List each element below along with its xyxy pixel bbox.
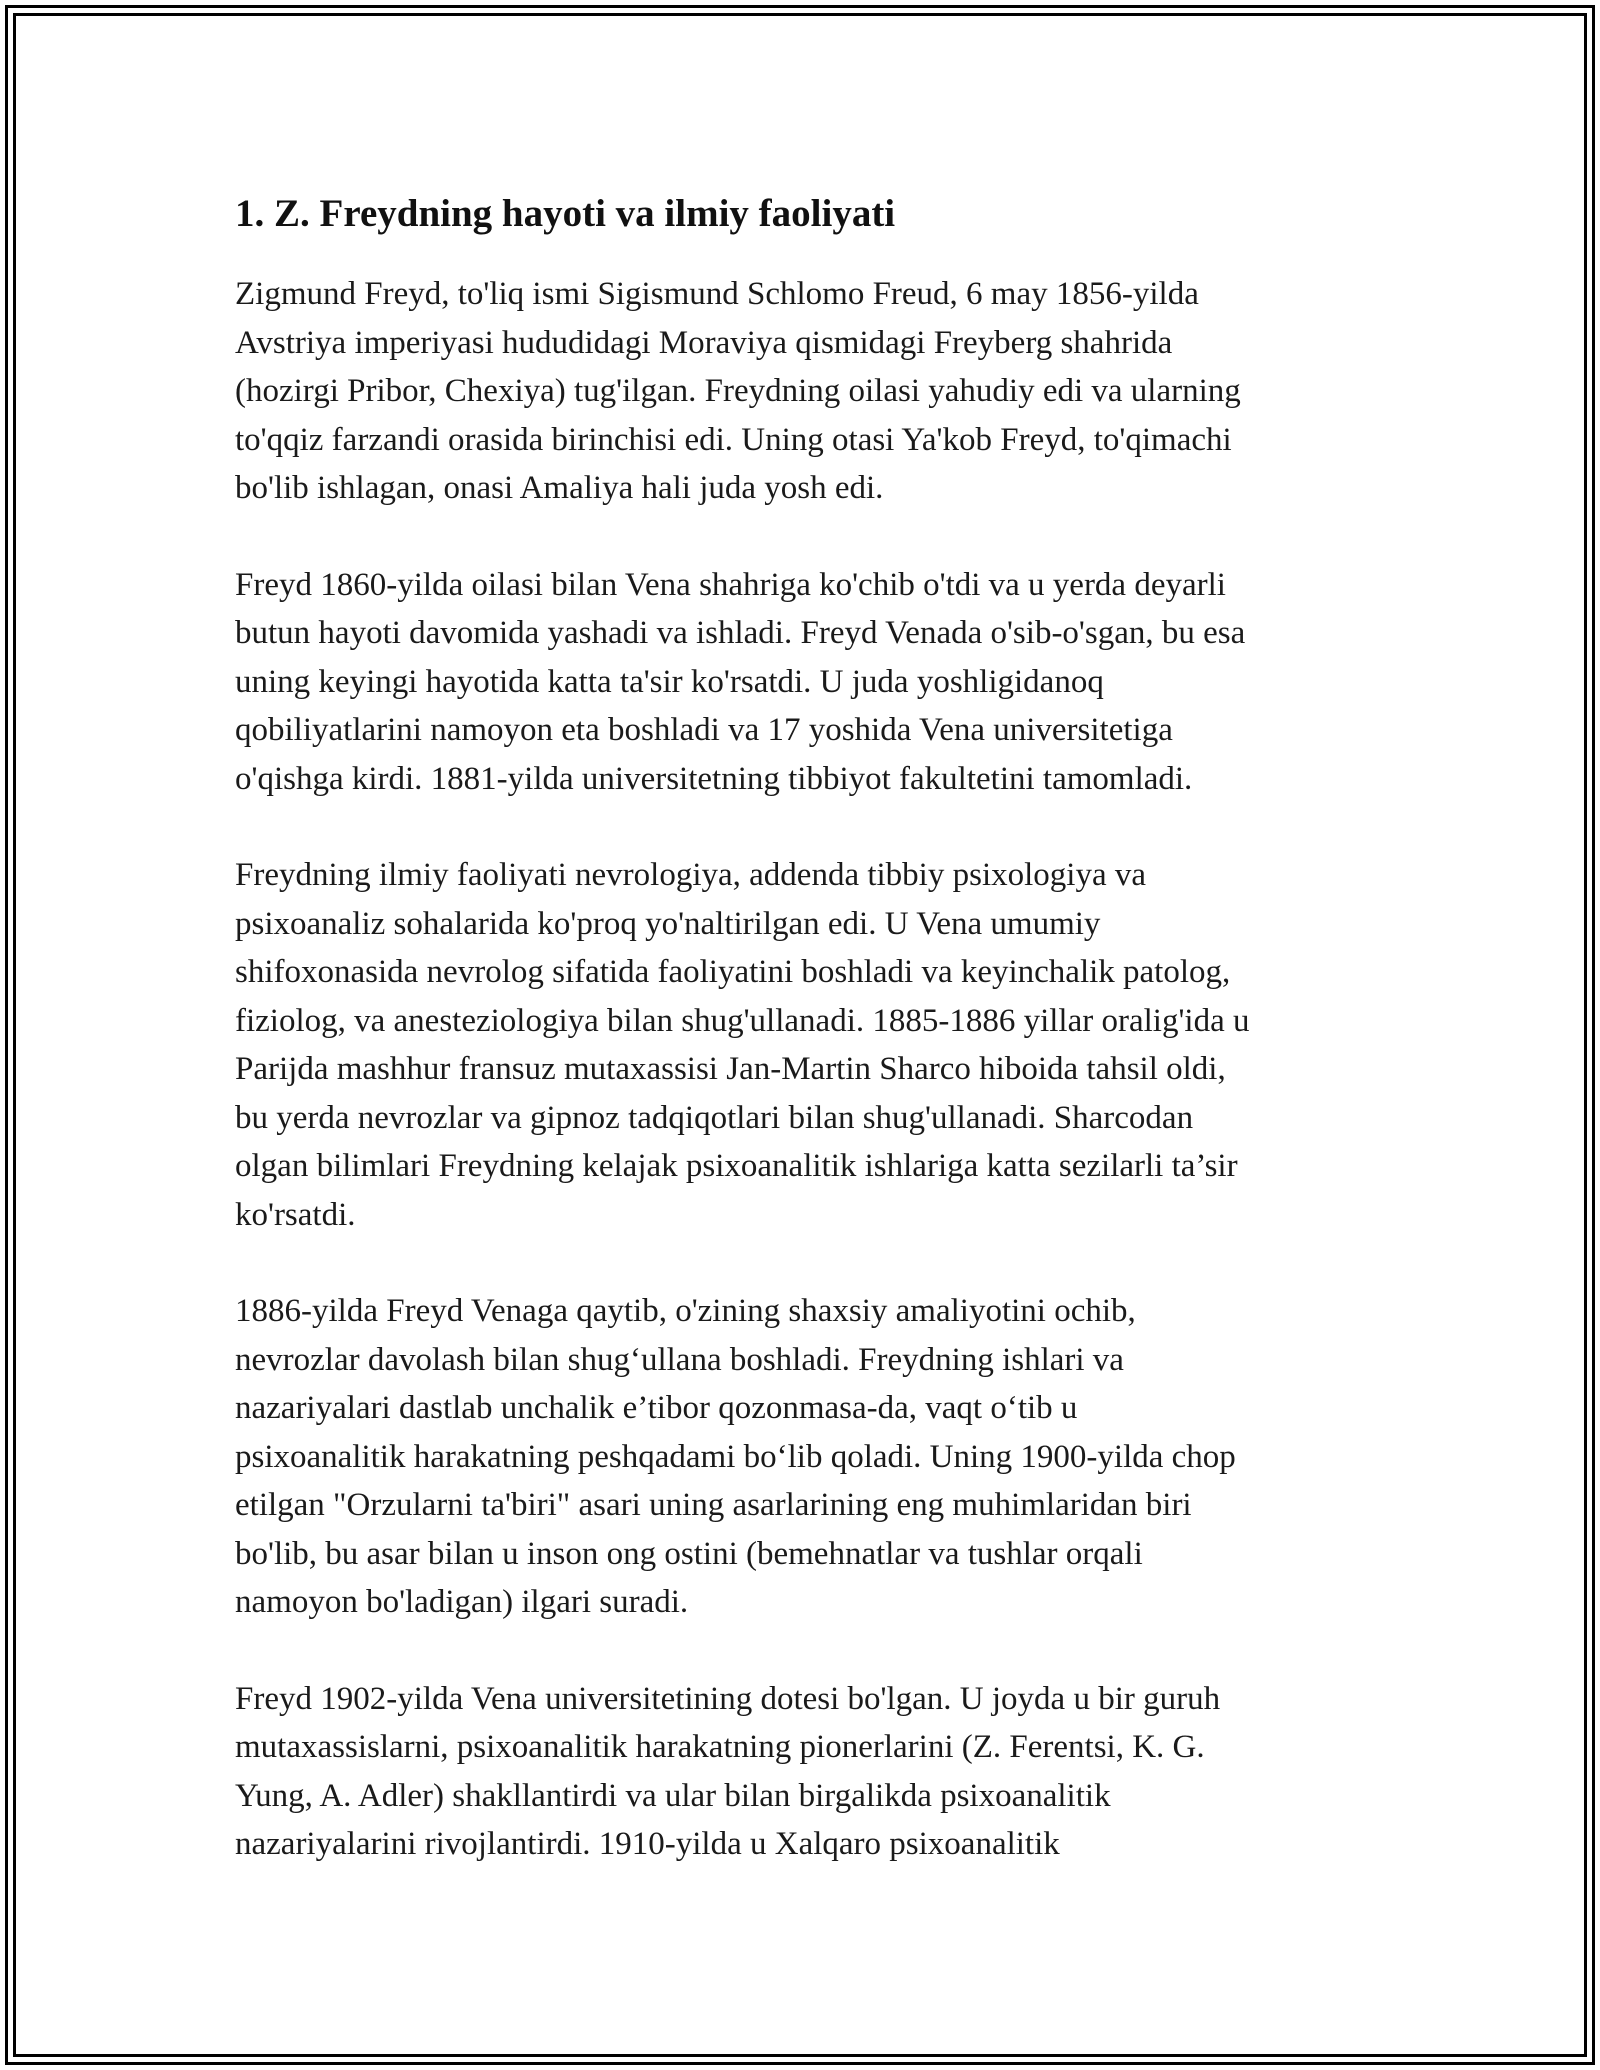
- paragraph-line: (hozirgi Pribor, Chexiya) tug'ilgan. Freydning oilasi yahudiy edi va ularning: [235, 373, 1241, 409]
- paragraph-line: ko'rsatdi.: [235, 1196, 356, 1233]
- paragraph-line: namoyon bo'ladigan) ilgari suradi.: [235, 1584, 689, 1620]
- paragraph: [235, 561, 1365, 804]
- paragraph-line: bo'lib ishlagan, onasi Amaliya hali juda yosh edi.: [235, 470, 884, 506]
- paragraph-line: nazariyalarini rivojlantirdi. 1910-yilda u Xalqaro psixoanalitik: [235, 1826, 1060, 1862]
- paragraph-line: bo'lib, bu asar bilan u inson ong ostini (bemehnatlar va tushlar orqali: [235, 1535, 1143, 1572]
- paragraph-line: butun hayoti davomida yashadi va ishladi. Freyd Venada o'sib-o'sgan, bu esa: [235, 615, 1246, 651]
- paragraph: [235, 1287, 1365, 1627]
- paragraph: [235, 1675, 1365, 1869]
- paragraph-line: psixoanalitik harakatning peshqadami bo‘lib qoladi. Uning 1900-yilda chop: [235, 1438, 1236, 1475]
- paragraph-line: 1886-yilda Freyd Venaga qaytib, o'zining shaxsiy amaliyotini ochib,: [235, 1293, 1136, 1329]
- paragraph-line: Zigmund Freyd, to'liq ismi Sigismund Schlomo Freud, 6 may 1856-yilda: [235, 276, 1199, 312]
- paragraph-line: Yung, A. Adler) shakllantirdi va ular bilan birgalikda psixoanalitik: [235, 1777, 1111, 1814]
- paragraph-line: shifoxonasida nevrolog sifatida faoliyatini boshladi va keyinchalik patolog,: [235, 954, 1231, 990]
- paragraph-line: olgan bilimlari Freydning kelajak psixoanalitik ishlariga katta sezilarli ta’sir: [235, 1148, 1238, 1184]
- paragraph-line: nevrozlar davolash bilan shug‘ullana boshladi. Freydning ishlari va: [235, 1341, 1124, 1378]
- paragraph-line: nazariyalari dastlab unchalik e’tibor qozonmasa-da, vaqt o‘tib u: [235, 1390, 1078, 1426]
- paragraph: [235, 851, 1365, 1239]
- paragraph-line: psixoanaliz sohalarida ko'proq yo'naltirilgan edi. U Vena umumiy: [235, 905, 1101, 942]
- paragraph-line: Parijda mashhur fransuz mutaxassisi Jan-Martin Sharco hiboida tahsil oldi,: [235, 1051, 1226, 1087]
- section-title: 1. Z. Freydning hayoti va ilmiy faoliyati: [235, 192, 896, 235]
- paragraph-line: qobiliyatlarini namoyon eta boshladi va 17 yoshida Vena universitetiga: [235, 712, 1173, 748]
- paragraph-line: bu yerda nevrozlar va gipnoz tadqiqotlari bilan shug'ullanadi. Sharcodan: [235, 1099, 1194, 1136]
- paragraph-line: fiziolog, va anesteziologiya bilan shug'ullanadi. 1885-1886 yillar oralig'ida u: [235, 1002, 1250, 1039]
- paragraph-line: o'qishga kirdi. 1881-yilda universitetning tibbiyot fakultetini tamomladi.: [235, 760, 1193, 797]
- paragraph: [235, 270, 1365, 513]
- paragraph-line: uning keyingi hayotida katta ta'sir ko'rsatdi. U juda yoshligidanoq: [235, 663, 1104, 700]
- paragraph-line: Freyd 1902-yilda Vena universitetining dotesi bo'lgan. U joyda u bir guruh: [235, 1680, 1221, 1717]
- paragraph-line: mutaxassislarni, psixoanalitik harakatning pionerlarini (Z. Ferentsi, K. G.: [235, 1729, 1205, 1765]
- paragraph-line: to'qqiz farzandi orasida birinchisi edi. Uning otasi Ya'kob Freyd, to'qimachi: [235, 421, 1232, 458]
- paragraph-list: [235, 270, 1365, 1869]
- paragraph-line: Avstriya imperiyasi hududidagi Moraviya qismidagi Freyberg shahrida: [235, 324, 1173, 361]
- paragraph-line: etilgan "Orzularni ta'biri" asari uning asarlarining eng muhimlaridan biri: [235, 1487, 1192, 1523]
- paragraph-line: Freydning ilmiy faoliyati nevrologiya, addenda tibbiy psixologiya va: [235, 857, 1146, 893]
- document-body: [235, 186, 1365, 1917]
- paragraph-line: Freyd 1860-yilda oilasi bilan Vena shahriga ko'chib o'tdi va u yerda deyarli: [235, 566, 1226, 603]
